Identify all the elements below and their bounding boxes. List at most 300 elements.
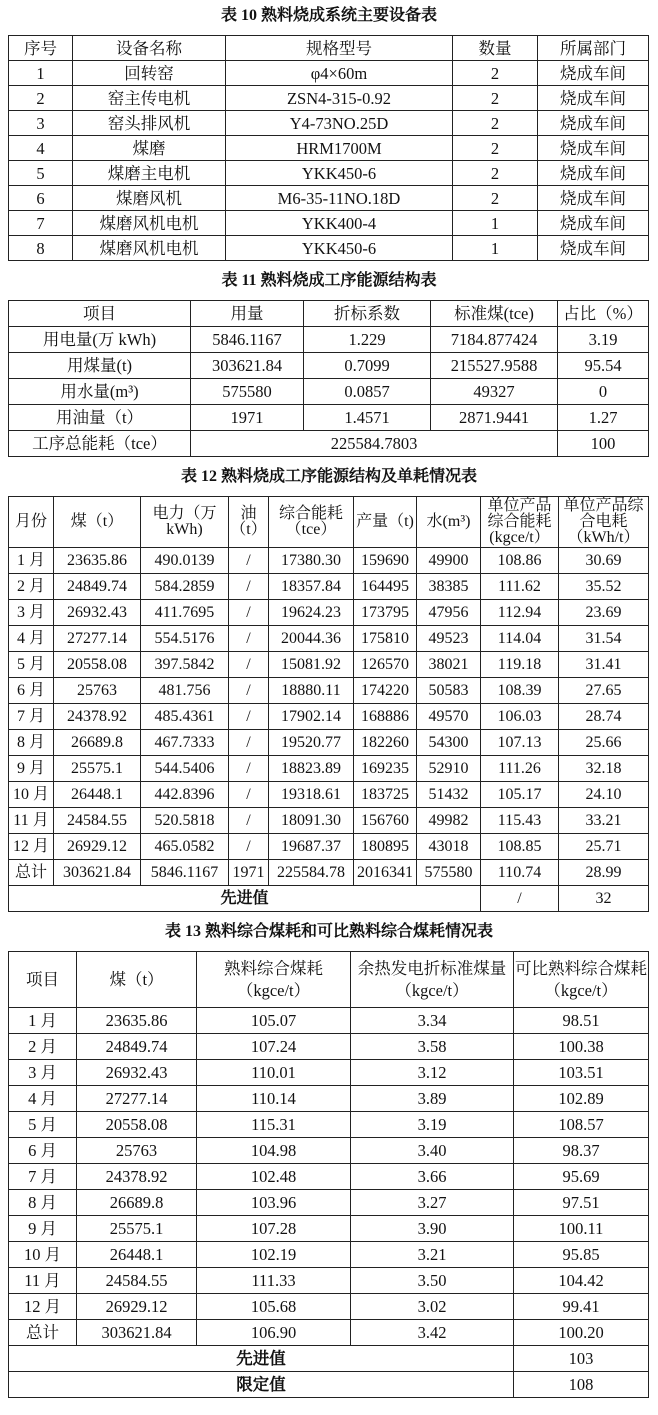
- table-row: [9, 1060, 649, 1086]
- column-header: 熟料综合煤耗（kgce/t）: [197, 952, 351, 1008]
- table-cell: 1.4571: [304, 405, 431, 431]
- table-cell: 24378.92: [54, 704, 141, 730]
- table-cell: 25575.1: [54, 756, 141, 782]
- table-cell: 0.7099: [304, 353, 431, 379]
- table-cell: 106.03: [481, 704, 559, 730]
- column-header: 可比熟料综合煤耗（kgce/t）: [514, 952, 649, 1008]
- table-cell: 12 月: [9, 1294, 77, 1320]
- table-row: [9, 678, 649, 704]
- table-cell: 303621.84: [54, 860, 141, 886]
- table-cell: 12 月: [9, 834, 54, 860]
- table-cell: 3 月: [9, 600, 54, 626]
- table-cell: 17380.30: [269, 548, 354, 574]
- table-row: [9, 782, 649, 808]
- table-cell: 11 月: [9, 1268, 77, 1294]
- table-cell: 回转窑: [73, 61, 226, 86]
- table-cell: 3.21: [351, 1242, 514, 1268]
- table-cell: 47956: [417, 600, 481, 626]
- table-cell: 1: [9, 61, 73, 86]
- limit-value-row: [9, 1372, 649, 1398]
- table-cell: 107.13: [481, 730, 559, 756]
- table-row: [9, 626, 649, 652]
- table-row: [9, 1242, 649, 1268]
- table-cell: 2 月: [9, 1034, 77, 1060]
- table-cell: 18823.89: [269, 756, 354, 782]
- table-row: [9, 111, 649, 136]
- table-cell: /: [229, 756, 269, 782]
- table-cell: /: [229, 678, 269, 704]
- header-row: [9, 301, 649, 327]
- table-cell: 24584.55: [54, 808, 141, 834]
- table-cell: 27.65: [559, 678, 649, 704]
- table-cell: 7 月: [9, 1164, 77, 1190]
- table-cell: 104.42: [514, 1268, 649, 1294]
- table-cell: 182260: [354, 730, 417, 756]
- table-cell: 104.98: [197, 1138, 351, 1164]
- table-cell: 43018: [417, 834, 481, 860]
- table-cell: 11 月: [9, 808, 54, 834]
- table-cell: 烧成车间: [538, 136, 649, 161]
- table-cell: 107.28: [197, 1216, 351, 1242]
- table-cell: 108.85: [481, 834, 559, 860]
- column-header: 标准煤(tce): [431, 301, 558, 327]
- table-cell: 126570: [354, 652, 417, 678]
- table-cell: 95.85: [514, 1242, 649, 1268]
- column-header: 综合能耗（tce）: [269, 497, 354, 548]
- table-cell: 煤磨主电机: [73, 161, 226, 186]
- advanced-label: 先进值: [9, 886, 481, 912]
- table-cell: Y4-73NO.25D: [226, 111, 453, 136]
- table-cell: 103.51: [514, 1060, 649, 1086]
- column-header: 月份: [9, 497, 54, 548]
- table-cell: 用油量（t）: [9, 405, 191, 431]
- table-cell: 24849.74: [54, 574, 141, 600]
- table-cell: 3 月: [9, 1060, 77, 1086]
- table-cell: 0: [558, 379, 649, 405]
- table-cell: 100.11: [514, 1216, 649, 1242]
- table-cell: 烧成车间: [538, 161, 649, 186]
- table-cell: 23.69: [559, 600, 649, 626]
- table-cell: 5: [9, 161, 73, 186]
- table-cell: 97.51: [514, 1190, 649, 1216]
- table-cell: 467.7333: [141, 730, 229, 756]
- table-cell: 26689.8: [54, 730, 141, 756]
- table-row: [9, 405, 649, 431]
- table-cell: 110.01: [197, 1060, 351, 1086]
- table-cell: /: [229, 626, 269, 652]
- table-cell: 110.14: [197, 1086, 351, 1112]
- table-cell: 54300: [417, 730, 481, 756]
- table-cell: 0.0857: [304, 379, 431, 405]
- table-cell: 20558.08: [54, 652, 141, 678]
- limit-value: 108: [514, 1372, 649, 1398]
- table-row: [9, 61, 649, 86]
- table-cell: 105.68: [197, 1294, 351, 1320]
- table-cell: 23635.86: [54, 548, 141, 574]
- table-cell: YKK450-6: [226, 161, 453, 186]
- table-cell: 112.94: [481, 600, 559, 626]
- advanced-power: 32: [559, 886, 649, 912]
- table-row: [9, 574, 649, 600]
- table-cell: 18357.84: [269, 574, 354, 600]
- table-cell: 3.12: [351, 1060, 514, 1086]
- table-row: [9, 1190, 649, 1216]
- total-share: 100: [558, 431, 649, 457]
- table-row: [9, 548, 649, 574]
- table-row: [9, 1034, 649, 1060]
- column-header: 水(m³): [417, 497, 481, 548]
- table-cell: 1: [453, 236, 538, 261]
- table-cell: 3: [9, 111, 73, 136]
- table10-title: 表 10 熟料烧成系统主要设备表: [220, 7, 437, 24]
- table-row: [9, 652, 649, 678]
- table-cell: /: [229, 730, 269, 756]
- table-row: [9, 379, 649, 405]
- table-row: [9, 834, 649, 860]
- table-cell: 2016341: [354, 860, 417, 886]
- column-header: 折标系数: [304, 301, 431, 327]
- table-cell: 544.5406: [141, 756, 229, 782]
- column-header: 煤（t）: [54, 497, 141, 548]
- table-cell: /: [229, 548, 269, 574]
- table-cell: 3.02: [351, 1294, 514, 1320]
- table11-title: 表 11 熟料烧成工序能源结构表: [221, 272, 437, 289]
- table-row: [9, 186, 649, 211]
- energy-structure-table: [8, 300, 649, 457]
- table-cell: 26929.12: [54, 834, 141, 860]
- table-cell: 215527.9588: [431, 353, 558, 379]
- table-cell: 102.19: [197, 1242, 351, 1268]
- table-cell: HRM1700M: [226, 136, 453, 161]
- column-header: 单位产品综合电耗（kWh/t）: [559, 497, 649, 548]
- table-cell: 3.58: [351, 1034, 514, 1060]
- table-cell: 490.0139: [141, 548, 229, 574]
- table-cell: /: [229, 574, 269, 600]
- table-cell: 30.69: [559, 548, 649, 574]
- table-cell: 3.89: [351, 1086, 514, 1112]
- table-cell: 180895: [354, 834, 417, 860]
- table-cell: 31.41: [559, 652, 649, 678]
- table-row: [9, 1008, 649, 1034]
- table-cell: 窑主传电机: [73, 86, 226, 111]
- table-row: [9, 1138, 649, 1164]
- table-cell: 554.5176: [141, 626, 229, 652]
- table-cell: 49523: [417, 626, 481, 652]
- table-cell: 169235: [354, 756, 417, 782]
- table-cell: 2: [453, 111, 538, 136]
- table-cell: 2: [453, 86, 538, 111]
- table-row: [9, 1294, 649, 1320]
- table-cell: 108.86: [481, 548, 559, 574]
- table-cell: 575580: [417, 860, 481, 886]
- table-cell: 115.31: [197, 1112, 351, 1138]
- table-cell: 6 月: [9, 678, 54, 704]
- table-row: [9, 1216, 649, 1242]
- table-cell: 26929.12: [77, 1294, 197, 1320]
- table-cell: 1 月: [9, 1008, 77, 1034]
- table-cell: 19624.23: [269, 600, 354, 626]
- column-header: 油（t）: [229, 497, 269, 548]
- table-cell: 3.90: [351, 1216, 514, 1242]
- monthly-energy-table: [8, 496, 649, 912]
- table-cell: 174220: [354, 678, 417, 704]
- table-cell: 111.62: [481, 574, 559, 600]
- table-cell: 1971: [191, 405, 304, 431]
- table-cell: /: [229, 808, 269, 834]
- table-cell: 397.5842: [141, 652, 229, 678]
- equipment-table: [8, 35, 649, 261]
- table-cell: 95.69: [514, 1164, 649, 1190]
- table-cell: 119.18: [481, 652, 559, 678]
- table-cell: 225584.78: [269, 860, 354, 886]
- table-cell: 107.24: [197, 1034, 351, 1060]
- table-cell: 110.74: [481, 860, 559, 886]
- table-cell: /: [229, 782, 269, 808]
- table-cell: 25.66: [559, 730, 649, 756]
- table-cell: 303621.84: [191, 353, 304, 379]
- table-cell: 9 月: [9, 1216, 77, 1242]
- table-cell: 27277.14: [77, 1086, 197, 1112]
- header-row: [9, 36, 649, 61]
- table-cell: 49327: [431, 379, 558, 405]
- table-cell: 49982: [417, 808, 481, 834]
- table-cell: 164495: [354, 574, 417, 600]
- table-cell: 520.5818: [141, 808, 229, 834]
- table-cell: 481.756: [141, 678, 229, 704]
- table-cell: 7: [9, 211, 73, 236]
- table-cell: 584.2859: [141, 574, 229, 600]
- advanced-value: 103: [514, 1346, 649, 1372]
- table-cell: 2: [9, 86, 73, 111]
- column-header: 数量: [453, 36, 538, 61]
- table-cell: 1 月: [9, 548, 54, 574]
- advanced-energy: /: [481, 886, 559, 912]
- table-cell: 总计: [9, 1320, 77, 1346]
- table-row: [9, 1320, 649, 1346]
- table-cell: 5 月: [9, 652, 54, 678]
- table-cell: φ4×60m: [226, 61, 453, 86]
- table-cell: 99.41: [514, 1294, 649, 1320]
- table-cell: 用煤量(t): [9, 353, 191, 379]
- table-row: [9, 211, 649, 236]
- header-row: [9, 497, 649, 548]
- table-cell: 2: [453, 161, 538, 186]
- table-cell: 3.42: [351, 1320, 514, 1346]
- table-cell: 烧成车间: [538, 186, 649, 211]
- table-cell: 33.21: [559, 808, 649, 834]
- table-cell: 用水量(m³): [9, 379, 191, 405]
- table-cell: 32.18: [559, 756, 649, 782]
- table-cell: 1971: [229, 860, 269, 886]
- column-header: 序号: [9, 36, 73, 61]
- table-cell: 6: [9, 186, 73, 211]
- table-row: [9, 353, 649, 379]
- table-cell: /: [229, 652, 269, 678]
- column-header: 用量: [191, 301, 304, 327]
- column-header: 煤（t）: [77, 952, 197, 1008]
- table-cell: 49570: [417, 704, 481, 730]
- table-cell: 485.4361: [141, 704, 229, 730]
- table-cell: 26689.8: [77, 1190, 197, 1216]
- table-row: [9, 136, 649, 161]
- table-cell: /: [229, 600, 269, 626]
- table-cell: 103.96: [197, 1190, 351, 1216]
- table-cell: 17902.14: [269, 704, 354, 730]
- table-cell: 烧成车间: [538, 61, 649, 86]
- table-cell: 2: [453, 61, 538, 86]
- table-cell: 7184.877424: [431, 327, 558, 353]
- table-cell: 烧成车间: [538, 211, 649, 236]
- table-cell: 183725: [354, 782, 417, 808]
- table-row: [9, 1268, 649, 1294]
- table-cell: 18880.11: [269, 678, 354, 704]
- total-label: 工序总能耗（tce）: [9, 431, 191, 457]
- table-cell: 24378.92: [77, 1164, 197, 1190]
- table-row: [9, 1086, 649, 1112]
- table-cell: 烧成车间: [538, 111, 649, 136]
- column-header: 单位产品综合能耗(kgce/t）: [481, 497, 559, 548]
- table-cell: 108.39: [481, 678, 559, 704]
- table-cell: 25.71: [559, 834, 649, 860]
- advanced-label: 先进值: [9, 1346, 514, 1372]
- table13-title: 表 13 熟料综合煤耗和可比熟料综合煤耗情况表: [164, 923, 493, 940]
- table-row: [9, 327, 649, 353]
- table-row: [9, 600, 649, 626]
- advanced-value-row: [9, 886, 649, 912]
- table-cell: 4 月: [9, 1086, 77, 1112]
- table-cell: 10 月: [9, 1242, 77, 1268]
- table-cell: 442.8396: [141, 782, 229, 808]
- table-cell: 411.7695: [141, 600, 229, 626]
- column-header: 电力（万 kWh): [141, 497, 229, 548]
- table-cell: 24584.55: [77, 1268, 197, 1294]
- table-cell: 23635.86: [77, 1008, 197, 1034]
- table-cell: 2871.9441: [431, 405, 558, 431]
- column-header: 项目: [9, 301, 191, 327]
- column-header: 规格型号: [226, 36, 453, 61]
- table-cell: 114.04: [481, 626, 559, 652]
- table-cell: 1: [453, 211, 538, 236]
- table-cell: 8 月: [9, 730, 54, 756]
- table-cell: 6 月: [9, 1138, 77, 1164]
- header-row: [9, 952, 649, 1008]
- table-cell: 108.57: [514, 1112, 649, 1138]
- table-cell: 8: [9, 236, 73, 261]
- table-cell: 5 月: [9, 1112, 77, 1138]
- table-cell: 98.51: [514, 1008, 649, 1034]
- table-cell: 25763: [54, 678, 141, 704]
- coal-consumption-table: [8, 951, 649, 1398]
- table-row: [9, 808, 649, 834]
- table-cell: 总计: [9, 860, 54, 886]
- table-cell: 105.07: [197, 1008, 351, 1034]
- table-cell: 173795: [354, 600, 417, 626]
- column-header: 产量（t): [354, 497, 417, 548]
- column-header: 设备名称: [73, 36, 226, 61]
- table-cell: 111.33: [197, 1268, 351, 1294]
- table-cell: 2: [453, 186, 538, 211]
- advanced-value-row: [9, 1346, 649, 1372]
- table-cell: 95.54: [558, 353, 649, 379]
- total-row: [9, 431, 649, 457]
- table-row: [9, 161, 649, 186]
- table-cell: 烧成车间: [538, 86, 649, 111]
- table-cell: M6-35-11NO.18D: [226, 186, 453, 211]
- table-cell: 26932.43: [77, 1060, 197, 1086]
- table-cell: 3.50: [351, 1268, 514, 1294]
- table-cell: 49900: [417, 548, 481, 574]
- table-cell: ZSN4-315-0.92: [226, 86, 453, 111]
- table-cell: 2 月: [9, 574, 54, 600]
- table-cell: 159690: [354, 548, 417, 574]
- table-cell: 50583: [417, 678, 481, 704]
- table-cell: YKK450-6: [226, 236, 453, 261]
- table-cell: 20558.08: [77, 1112, 197, 1138]
- table-cell: 102.89: [514, 1086, 649, 1112]
- table-cell: 19318.61: [269, 782, 354, 808]
- table-cell: 156760: [354, 808, 417, 834]
- table-cell: 3.66: [351, 1164, 514, 1190]
- table-cell: 26448.1: [54, 782, 141, 808]
- table-row: [9, 236, 649, 261]
- table-row: [9, 730, 649, 756]
- table-cell: 10 月: [9, 782, 54, 808]
- limit-label: 限定值: [9, 1372, 514, 1398]
- table-cell: 1.27: [558, 405, 649, 431]
- table-cell: 4 月: [9, 626, 54, 652]
- table-cell: 8 月: [9, 1190, 77, 1216]
- table-cell: 106.90: [197, 1320, 351, 1346]
- table-cell: 105.17: [481, 782, 559, 808]
- table-cell: 25763: [77, 1138, 197, 1164]
- table-cell: 7 月: [9, 704, 54, 730]
- table-cell: 15081.92: [269, 652, 354, 678]
- table-cell: 25575.1: [77, 1216, 197, 1242]
- table-row: [9, 704, 649, 730]
- table-cell: 51432: [417, 782, 481, 808]
- table-cell: 用电量(万 kWh): [9, 327, 191, 353]
- table-cell: /: [229, 834, 269, 860]
- table-cell: 52910: [417, 756, 481, 782]
- table-cell: 26932.43: [54, 600, 141, 626]
- table-cell: 575580: [191, 379, 304, 405]
- table-cell: 18091.30: [269, 808, 354, 834]
- table-cell: 3.40: [351, 1138, 514, 1164]
- table-cell: 24849.74: [77, 1034, 197, 1060]
- table-cell: YKK400-4: [226, 211, 453, 236]
- table-cell: 27277.14: [54, 626, 141, 652]
- total-value: 225584.7803: [191, 431, 558, 457]
- table-row: [9, 1112, 649, 1138]
- table-row: [9, 860, 649, 886]
- table-cell: 19687.37: [269, 834, 354, 860]
- table-cell: 煤磨风机: [73, 186, 226, 211]
- table-cell: 19520.77: [269, 730, 354, 756]
- table-cell: 168886: [354, 704, 417, 730]
- table-cell: 111.26: [481, 756, 559, 782]
- table-cell: 303621.84: [77, 1320, 197, 1346]
- table-cell: 28.99: [559, 860, 649, 886]
- table-cell: 煤磨: [73, 136, 226, 161]
- table-cell: 102.48: [197, 1164, 351, 1190]
- table-cell: 1.229: [304, 327, 431, 353]
- table-cell: 3.19: [558, 327, 649, 353]
- table-cell: 115.43: [481, 808, 559, 834]
- table-cell: 24.10: [559, 782, 649, 808]
- table-cell: 38021: [417, 652, 481, 678]
- table-cell: 20044.36: [269, 626, 354, 652]
- table-cell: 38385: [417, 574, 481, 600]
